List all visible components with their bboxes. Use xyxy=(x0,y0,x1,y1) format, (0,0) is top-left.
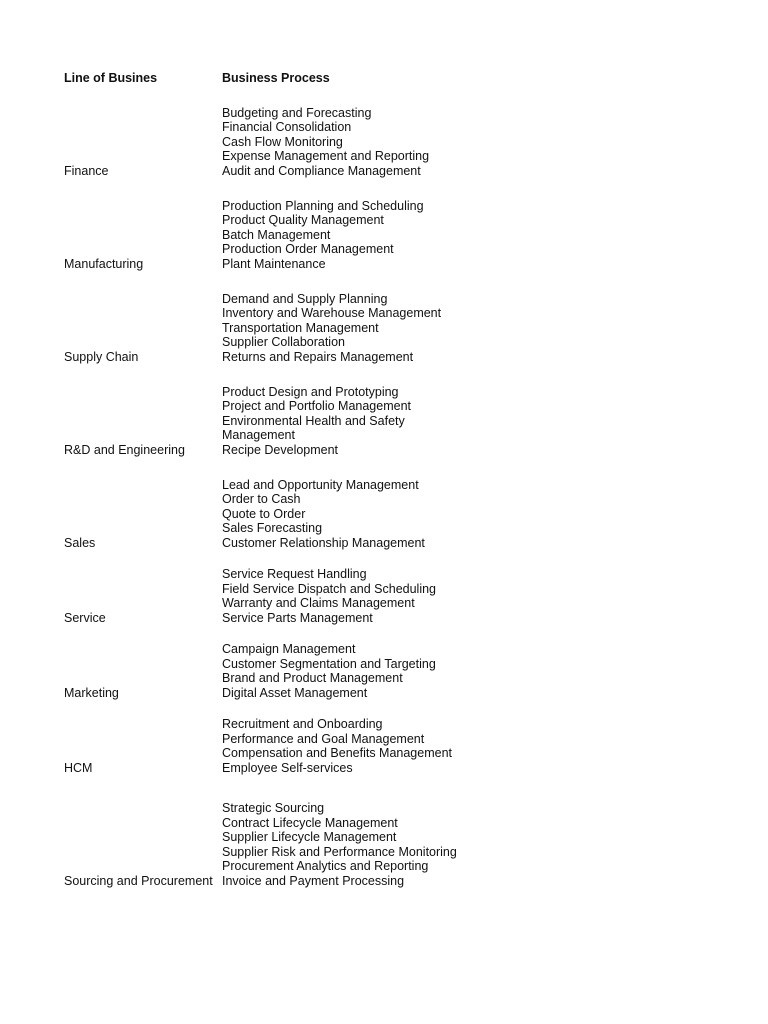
table-row-marketing xyxy=(0,642,768,700)
lob-label: HCM xyxy=(64,760,93,775)
process-item: Customer Segmentation and Targeting xyxy=(222,656,436,671)
process-item: Service Request Handling xyxy=(222,567,367,581)
process-item: Plant Maintenance xyxy=(222,256,326,271)
table-row-finance xyxy=(0,106,768,178)
lob-label: Sourcing and Procurement xyxy=(64,873,213,888)
table-row-supply-chain xyxy=(0,292,768,364)
table-row-service xyxy=(0,567,768,625)
process-item: Cash Flow Monitoring xyxy=(222,134,343,149)
process-item: Brand and Product Management xyxy=(222,671,403,685)
process-item: Field Service Dispatch and Scheduling xyxy=(222,581,437,596)
process-item: Product Quality Management xyxy=(222,213,384,227)
process-item: Transportation Management xyxy=(222,320,379,335)
process-item: Batch Management xyxy=(222,227,331,242)
lob-label: R&D and Engineering xyxy=(64,442,185,457)
lob-label: Finance xyxy=(64,163,109,178)
process-item: Expense Management and Reporting xyxy=(222,149,430,163)
table-row-rd-engineering xyxy=(0,385,768,457)
process-item: Customer Relationship Management xyxy=(222,535,425,550)
table-row-sourcing-procurement xyxy=(0,801,768,888)
process-list xyxy=(222,717,452,775)
process-item: Lead and Opportunity Management xyxy=(222,477,419,492)
process-item: Campaign Management xyxy=(222,642,356,656)
process-item: Production Planning and Scheduling xyxy=(222,198,424,213)
process-item: Sales Forecasting xyxy=(222,521,323,535)
process-item: Budgeting and Forecasting xyxy=(222,105,372,120)
process-list xyxy=(222,199,424,272)
lob-label: Manufacturing xyxy=(64,256,144,271)
process-item: Environmental Health and Safety xyxy=(222,413,405,428)
column-header-line-of-business: Line of Busines xyxy=(64,71,158,85)
process-item: Contract Lifecycle Management xyxy=(222,815,398,830)
process-list xyxy=(222,106,429,179)
process-item: Service Parts Management xyxy=(222,610,373,625)
process-item: Quote to Order xyxy=(222,506,306,521)
process-item: Supplier Lifecycle Management xyxy=(222,830,397,844)
process-item: Production Order Management xyxy=(222,242,394,256)
process-item: Inventory and Warehouse Management xyxy=(222,306,442,320)
process-item: Employee Self-services xyxy=(222,760,353,775)
process-list xyxy=(222,478,425,551)
process-item: Strategic Sourcing xyxy=(222,801,325,815)
table-row-hcm xyxy=(0,717,768,775)
lob-label: Supply Chain xyxy=(64,349,139,364)
process-list xyxy=(222,292,441,365)
table-row-manufacturing xyxy=(0,199,768,271)
column-header-business-process: Business Process xyxy=(222,71,330,85)
process-item: Digital Asset Management xyxy=(222,685,368,700)
lob-label: Service xyxy=(64,610,106,625)
process-item: Demand and Supply Planning xyxy=(222,291,388,306)
process-item: Management xyxy=(222,428,295,442)
process-list xyxy=(222,642,436,700)
process-item: Procurement Analytics and Reporting xyxy=(222,859,429,873)
process-item: Project and Portfolio Management xyxy=(222,399,411,413)
process-item: Recruitment and Onboarding xyxy=(222,717,383,731)
process-list xyxy=(222,801,457,888)
process-item: Invoice and Payment Processing xyxy=(222,873,405,888)
process-item: Returns and Repairs Management xyxy=(222,349,414,364)
table-row-sales xyxy=(0,478,768,550)
process-item: Product Design and Prototyping xyxy=(222,384,399,399)
process-item: Supplier Risk and Performance Monitoring xyxy=(222,844,457,859)
process-list xyxy=(222,385,411,458)
process-item: Audit and Compliance Management xyxy=(222,163,421,178)
process-item: Compensation and Benefits Management xyxy=(222,746,453,760)
process-item: Performance and Goal Management xyxy=(222,731,425,746)
lob-label: Marketing xyxy=(64,685,119,700)
process-item: Recipe Development xyxy=(222,442,339,457)
process-item: Warranty and Claims Management xyxy=(222,596,415,610)
process-item: Order to Cash xyxy=(222,492,301,506)
process-item: Supplier Collaboration xyxy=(222,335,345,349)
lob-label: Sales xyxy=(64,535,96,550)
process-list xyxy=(222,567,436,625)
process-item: Financial Consolidation xyxy=(222,120,352,134)
